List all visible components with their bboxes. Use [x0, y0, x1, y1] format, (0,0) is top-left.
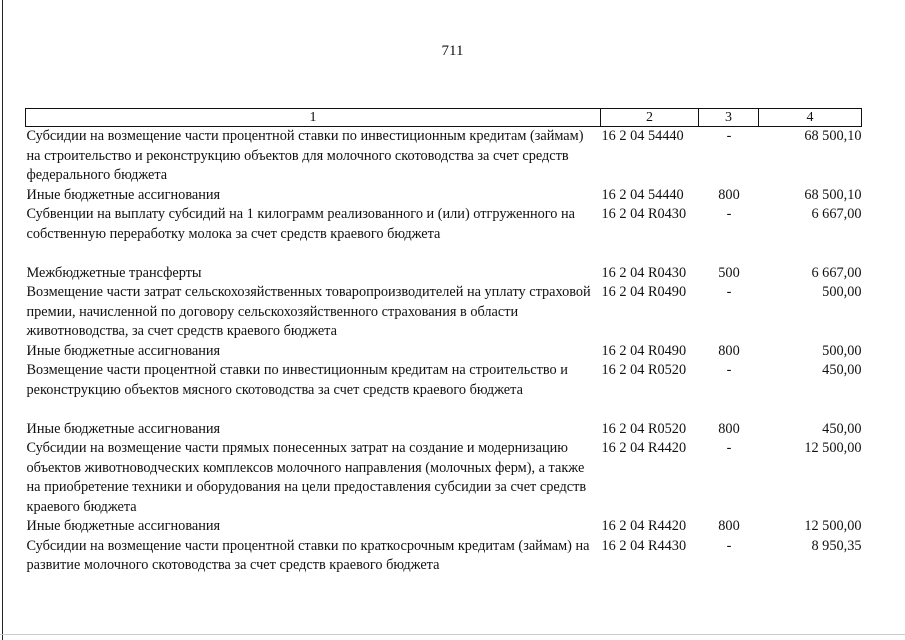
row-name: Иные бюджетные ассигнования [26, 186, 221, 203]
column-header-3: 3 [699, 109, 759, 127]
row-name: Субсидии на возмещение части процентной ставки по инвестиционным кредитам (займам) на строительство и реконструкцию объектов для молочного скотоводства за счет средств федерального бюджета [26, 128, 584, 183]
row-code: 16 2 04 54440 [601, 128, 684, 144]
row-kind: - [726, 128, 732, 144]
table-row [26, 186, 862, 206]
row-code: 16 2 04 R0490 [601, 284, 687, 300]
row-name: Иные бюджетные ассигнования [26, 518, 221, 534]
row-kind: 800 [718, 186, 740, 203]
column-header-2: 2 [601, 109, 699, 127]
table-row [26, 420, 862, 440]
table-row [26, 264, 862, 284]
row-name: Межбюджетные трансферты [26, 264, 202, 281]
row-amount: 12 500,00 [804, 440, 862, 456]
row-amount: 450,00 [822, 362, 862, 378]
row-kind: - [726, 440, 732, 456]
page-bottom-edge [0, 634, 905, 635]
row-code: 16 2 04 54440 [601, 186, 684, 203]
row-code: 16 2 04 R0430 [601, 264, 687, 281]
row-kind: - [726, 537, 732, 554]
row-amount: 500,00 [822, 284, 862, 300]
row-name: Возмещение части затрат сельскохозяйственных товаропроизводителей на уплату страховой премии, начисленной по договору сельскохозяйственного страхования в области животноводства, за счет средств краевого бюджета [26, 284, 591, 339]
row-kind: 800 [718, 342, 740, 359]
row-name: Субсидии на возмещение части процентной ставки по краткосрочным кредитам (займам) на развитие молочного скотоводства за счет средств краевого бюджета [26, 537, 590, 573]
row-amount: 6 667,00 [811, 206, 862, 222]
column-header-4: 4 [759, 109, 862, 127]
table-row [26, 127, 862, 186]
row-code: 16 2 04 R0490 [601, 342, 687, 359]
page-number: 711 [441, 43, 464, 59]
table-row [26, 537, 862, 576]
row-kind: 500 [718, 264, 740, 281]
table-header-row [26, 109, 862, 127]
row-amount: 12 500,00 [804, 518, 862, 534]
table-row [26, 342, 862, 362]
table-row [26, 439, 862, 517]
row-code: 16 2 04 R4430 [601, 537, 687, 554]
row-name: Иные бюджетные ассигнования [26, 342, 221, 359]
table-row [26, 361, 862, 420]
row-code: 16 2 04 R0520 [601, 362, 687, 378]
budget-table [25, 108, 862, 576]
row-amount: 500,00 [822, 342, 862, 359]
table-row [26, 283, 862, 342]
row-kind: - [726, 206, 732, 222]
table-row [26, 517, 862, 537]
row-amount: 68 500,10 [804, 128, 862, 144]
row-kind: 800 [718, 420, 740, 437]
row-code: 16 2 04 R4420 [601, 440, 687, 456]
row-kind: - [726, 362, 732, 378]
row-code: 16 2 04 R0520 [601, 420, 687, 437]
row-amount: 8 950,35 [811, 537, 862, 554]
row-kind: 800 [718, 518, 740, 534]
row-code: 16 2 04 R4420 [601, 518, 687, 534]
page-left-edge [2, 0, 3, 640]
table-row [26, 205, 862, 264]
row-name: Субсидии на возмещение части прямых понесенных затрат на создание и модернизацию объектов животноводческих комплексов молочного направления (молочных ферм), а также на приобретение техники и оборудования на цели предоставления субсидии за счет средств краевого бюджета [26, 440, 587, 515]
row-code: 16 2 04 R0430 [601, 206, 687, 222]
row-amount: 450,00 [822, 420, 862, 437]
row-name: Возмещение части процентной ставки по инвестиционным кредитам на строительство и реконструкцию объектов мясного скотоводства за счет средств краевого бюджета [26, 362, 568, 398]
row-amount: 68 500,10 [804, 186, 862, 203]
column-header-1: 1 [26, 109, 601, 127]
row-kind: - [726, 284, 732, 300]
row-name: Субвенции на выплату субсидий на 1 килограмм реализованного и (или) отгруженного на собственную переработку молока за счет средств краевого бюджета [26, 206, 576, 242]
row-name: Иные бюджетные ассигнования [26, 420, 221, 437]
row-amount: 6 667,00 [811, 264, 862, 281]
